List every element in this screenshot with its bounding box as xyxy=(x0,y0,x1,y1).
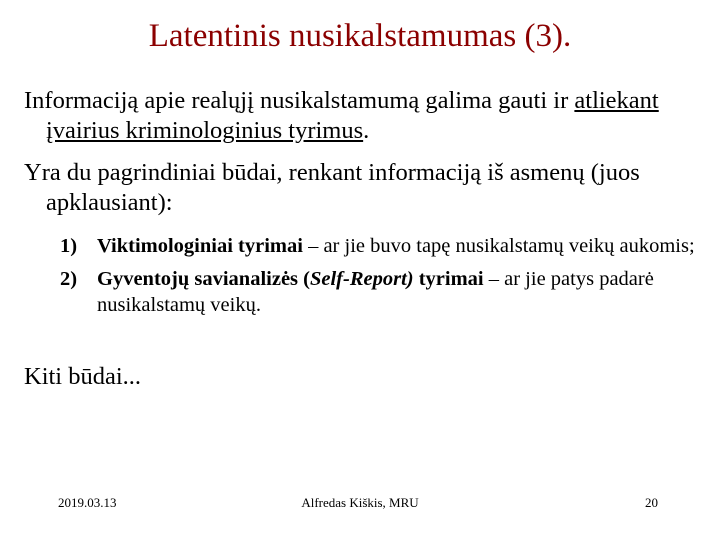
self-report-description: – ar jie patys padarė nusikalstamų veikų. xyxy=(97,268,654,316)
paragraph-real-crime-info xyxy=(24,86,716,146)
paragraph1-text: Informaciją apie realųjį nusikalstamumą galima gauti ir xyxy=(24,87,575,114)
self-report-term-start: Gyventojų savianalizės ( xyxy=(97,268,310,290)
footer-date: 2019.03.13 xyxy=(58,495,117,510)
self-report-term-end: tyrimai xyxy=(413,268,484,290)
self-report-term-italic: Self-Report) xyxy=(309,268,414,290)
footer-page-number: 20 xyxy=(645,495,658,510)
footer-author: Alfredas Kiškis, MRU xyxy=(301,495,419,510)
victimology-term: Viktimologiniai tyrimai xyxy=(97,235,303,257)
paragraph1-underlined-text: atliekant įvairius kriminologinius tyrimus xyxy=(46,87,659,144)
victimology-description: – ar jie buvo tapę nusikalstamų veikų aukomis; xyxy=(302,235,695,257)
slide-title: Latentinis nusikalstamumas (3). xyxy=(148,18,572,54)
list-item-victimology xyxy=(60,233,700,259)
list-item-number: 2) xyxy=(60,268,78,290)
paragraph-two-methods: Yra du pagrindiniai būdai, renkant informaciją iš asmenų (juos apklausiant): xyxy=(24,159,640,216)
other-methods-text: Kiti būdai... xyxy=(24,363,142,390)
list-item-number: 1) xyxy=(60,235,78,257)
list-item-self-report xyxy=(60,266,700,318)
methods-list xyxy=(60,233,700,325)
paragraph1-period: . xyxy=(363,117,370,144)
